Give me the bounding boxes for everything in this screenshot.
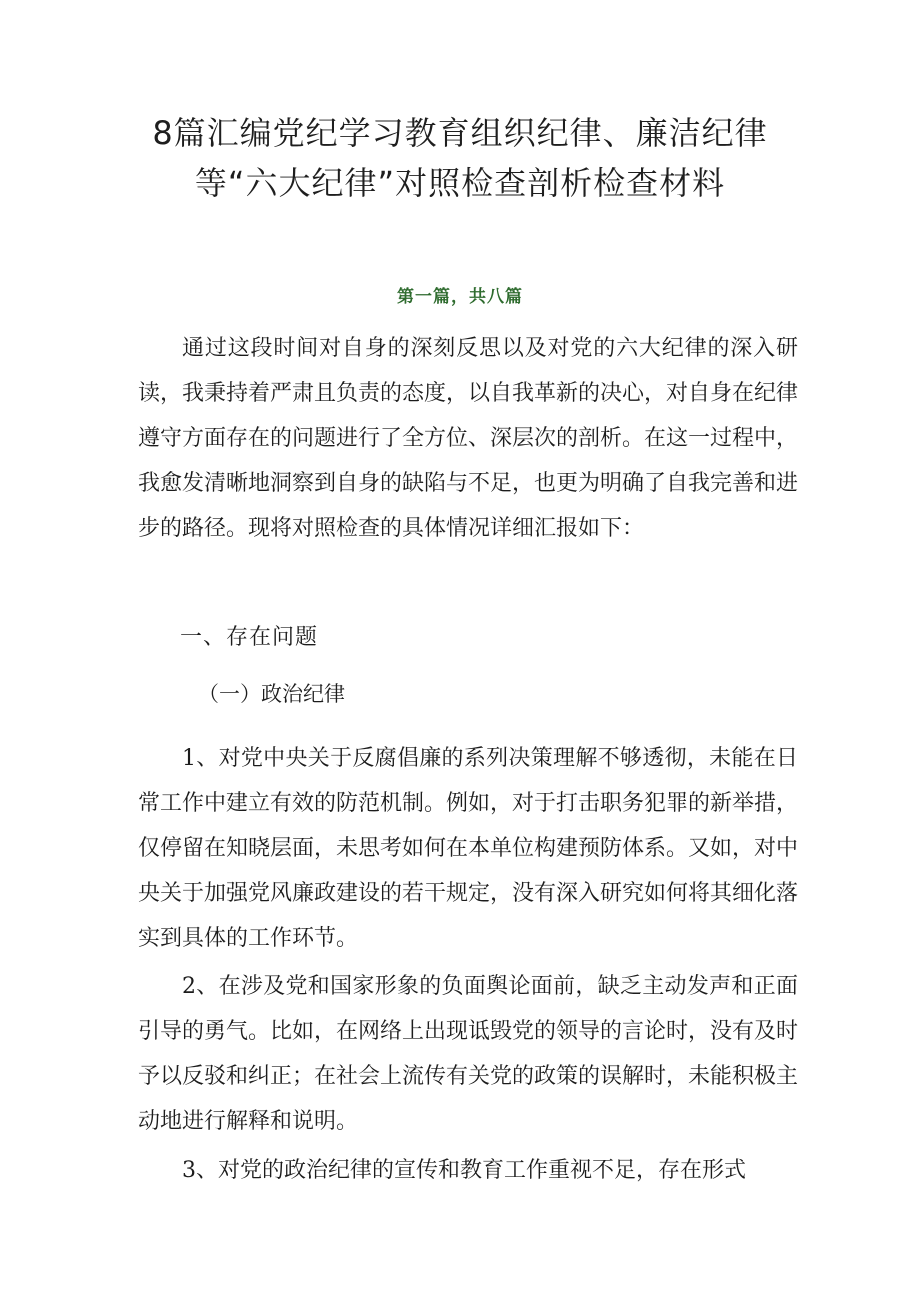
document-title-line-2: 等“六大纪律”对照检查剖析检查材料: [194, 164, 726, 202]
list-item: 1、对党中央关于反腐倡廉的系列决策理解不够透彻，未能在日常工作中建立有效的防范机制。例如，对于打击职务犯罪的新举措，仅停留在知晓层面，未思考如何在本单位构建预防体系。又如，对中央关于加强党风廉政建设的若干规定，没有深入研究如何将其细化落实到具体的工作环节。: [138, 746, 799, 951]
subsection-heading: （一）政治纪律: [198, 682, 345, 706]
document-title-line-1: 8篇汇编党纪学习教育组织纪律、廉洁纪律: [152, 114, 768, 152]
intro-paragraph: 通过这段时间对自身的深刻反思以及对党的六大纪律的深入研读，我秉持着严肃且负责的态度，以自我革新的决心，对自身在纪律遵守方面存在的问题进行了全方位、深层次的剖析。在这一过程中，我愈发清晰地洞察到自身的缺陷与不足，也更为明确了自我完善和进步的路径。现将对照检查的具体情况详细汇报如下：: [138, 336, 799, 541]
list-item: 2、在涉及党和国家形象的负面舆论面前，缺乏主动发声和正面引导的勇气。比如，在网络上出现诋毁党的领导的言论时，没有及时予以反驳和纠正；在社会上流传有关党的政策的误解时，未能积极主动地进行解释和说明。: [138, 974, 799, 1134]
chapter-label: 第一篇，共八篇: [397, 287, 523, 307]
section-heading: 一、存在问题: [180, 625, 319, 650]
list-item: 3、对党的政治纪律的宣传和教育工作重视不足，存在形式: [182, 1158, 746, 1183]
